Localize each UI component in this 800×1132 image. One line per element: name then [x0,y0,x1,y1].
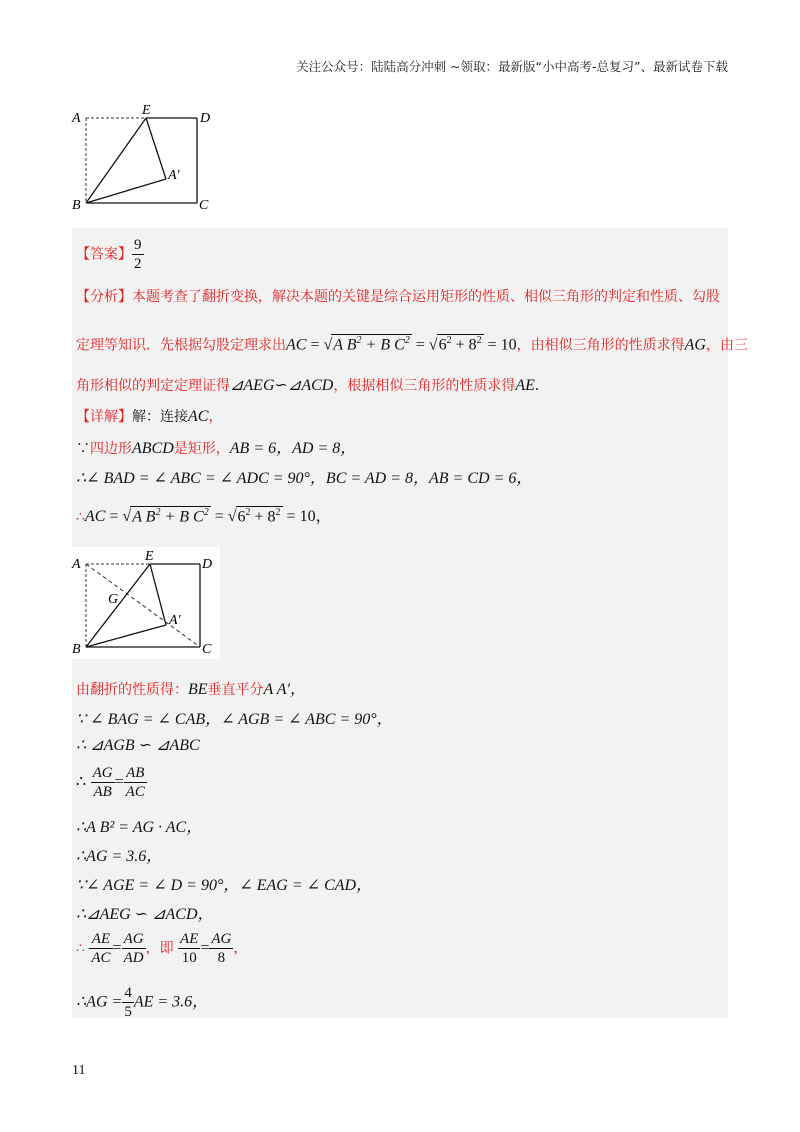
detail-line-6: ∴ ⊿AGB ∽ ⊿ABC [76,737,200,754]
svg-text:A: A [72,557,81,572]
detail-line-8: ∴A B² = AG · AC， [76,819,203,836]
svg-text:E: E [142,103,151,118]
figure-rectangle-fold [70,103,220,213]
svg-text:D: D [200,111,211,126]
analysis-line-1: 【分析】本题考查了翻折变换，解决本题的关键是综合运用矩形的性质、相似三角形的判定和性质、勾股 [76,289,720,305]
page-number: 11 [72,1063,86,1078]
detail-line-12: ∴ $\frac{AE}{AC}$ = $\frac{AG}{AD}$ ，即 $\frac{AE}{10}$ = $\frac{AG}{8}$ ， [76,931,248,966]
svg-text:A′: A′ [169,613,181,628]
detail-line-13: ∴AG = $\frac{4}{5}$ AE = 3.6， [76,985,209,1020]
answer-line: 【答案】 $\frac{9}{2}$ [76,237,142,272]
svg-text:A: A [72,111,81,126]
detail-line-9: ∴AG = 3.6， [76,848,163,865]
detail-intro: 【详解】解：连接AC， [76,408,223,425]
detail-line-4: 由翻折的性质得：BE垂直平分A A′， [76,681,307,698]
detail-line-7: ∴ $\frac{AG}{AB}$ = $\frac{AB}{AC}$ [76,765,145,800]
svg-text:C: C [202,642,212,657]
svg-text:A′: A′ [168,168,180,183]
figure-rectangle-fold-with-g [70,547,220,659]
svg-text:E: E [145,549,154,564]
svg-text:D: D [202,557,213,572]
detail-line-2: ∴∠ BAD = ∠ ABC = ∠ ADC = 90°，BC = AD = 8，AB = CD = 6， [76,470,533,487]
detail-line-5: ∵ ∠ BAG = ∠ CAB，∠ AGB = ∠ ABC = 90°， [76,711,393,728]
analysis-line-3: 角形相似的判定定理证得⊿AEG∽⊿ACD，根据相似三角形的性质求得AE. [76,377,539,394]
analysis-line-2: 定理等知识．先根据勾股定理求出AC = √A $B^2 + B$ $C^2 = √6^2 + 8^2 = 10$，由相似三角形的性质求得AG，由三 [76,335,748,354]
svg-text:G: G [108,592,119,607]
detail-line-3: ∴AC = √A $B^2 + B$ $C^2 = √6^2 + 8^2 = 10$， [76,506,332,525]
svg-text:B: B [72,642,81,657]
detail-line-1: ∵四边形ABCD是矩形，AB = 6，AD = 8， [76,440,357,457]
page-header: 关注公众号：陆陆高分冲刺 ~领取：最新版“小中高考-总复习”、最新试卷下载 [296,59,728,74]
detail-line-10: ∵∠ AGE = ∠ D = 90°，∠ EAG = ∠ CAD， [76,877,373,894]
svg-text:C: C [199,198,209,213]
svg-text:B: B [72,198,81,213]
detail-line-11: ∴⊿AEG ∽ ⊿ACD， [76,906,214,923]
